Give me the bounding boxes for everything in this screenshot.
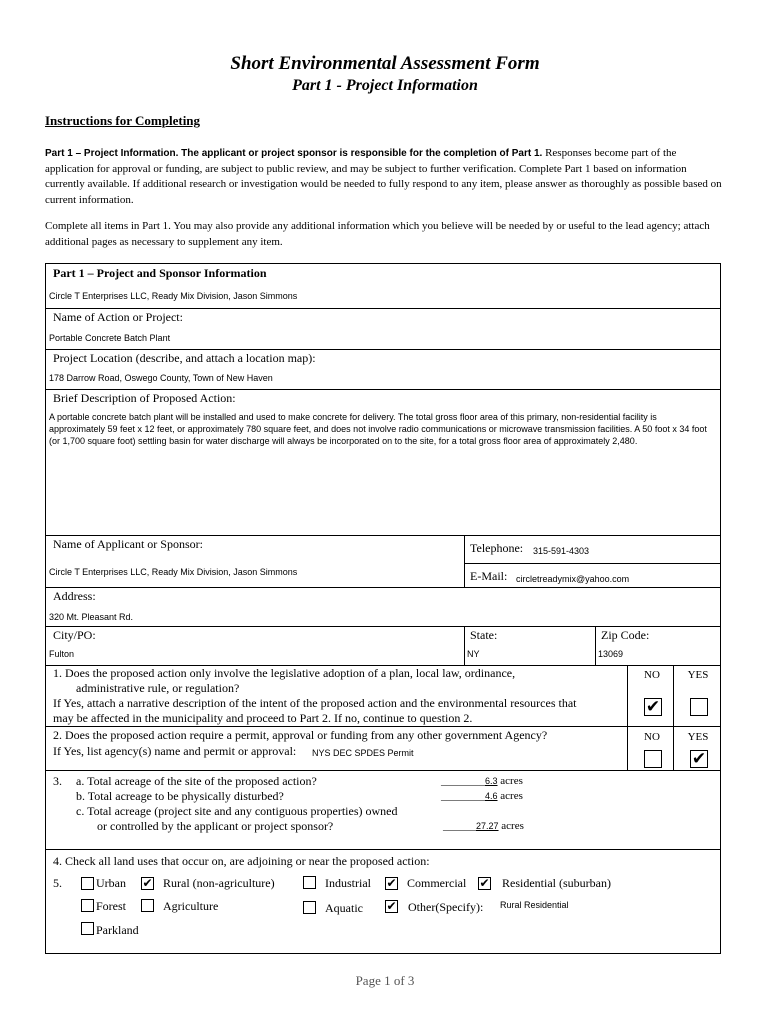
q3c-value: 27.27: [476, 821, 499, 831]
name-of-action-field[interactable]: Portable Concrete Batch Plant: [49, 333, 171, 343]
applicant-label: Name of Applicant or Sponsor:: [53, 537, 203, 551]
telephone-label: Telephone:: [470, 541, 524, 555]
state-label: State:: [470, 628, 498, 642]
zip-field[interactable]: 13069: [598, 649, 624, 659]
aquatic-checkbox[interactable]: [303, 901, 316, 914]
applicant-field[interactable]: Circle T Enterprises LLC, Ready Mix Division, Jason Simmons: [49, 567, 298, 577]
page-footer: Page 1 of 3: [355, 973, 415, 988]
q3a-acreage[interactable]: [441, 775, 523, 787]
instructions-paragraph-1: [45, 146, 725, 208]
section-title: Part 1 – Project and Sponsor Information: [53, 266, 267, 280]
telephone-field[interactable]: 315-591-4303: [533, 546, 590, 556]
q3a-unit: acres: [497, 775, 523, 787]
instructions-body: Responses become part of the application for approval or funding, are subject to public review, and may be subject to further verification. Complete Part 1 based on information currently available. If additional research or investigation would be needed to fully respond to any item, please answer as thoroughly as possible based on current information.: [45, 147, 722, 206]
forest-label: Forest: [96, 899, 126, 913]
email-label: E-Mail:: [470, 569, 508, 583]
q3c-blank: ______: [443, 820, 476, 832]
industrial-label: Industrial: [325, 876, 371, 890]
forest-checkbox[interactable]: [81, 899, 94, 912]
q3a-value: 6.3: [485, 776, 498, 786]
q1-no-checkbox[interactable]: ✔: [645, 697, 661, 717]
q3a-blank: ________: [441, 775, 485, 787]
q2-no-checkbox[interactable]: [644, 750, 662, 768]
address-field[interactable]: 320 Mt. Pleasant Rd.: [49, 612, 134, 622]
question-3c-line-1: c. Total acreage (project site and any contiguous properties) owned: [76, 804, 398, 818]
question-3a: a. Total acreage of the site of the proposed action?: [76, 774, 317, 788]
city-label: City/PO:: [53, 628, 96, 642]
form-subtitle: Part 1 - Project Information: [292, 77, 478, 94]
description-field[interactable]: A portable concrete batch plant will be installed and used to make concrete for delivery. The total gross floor area of this primary, non-residential facility is approximately 59 feet x 12 feet, or approximately 780 square feet, and does not involve radio communications or microwave transmission facilities. A 50 foot x 34 foot (or 1,700 square foot) settling basin for water discharge will always be incorporated on to the site, for a total gross floor area of approximately 2,480.: [49, 412, 707, 446]
form-title: Short Environmental Assessment Form: [230, 53, 540, 74]
question-3b: b. Total acreage to be physically disturbed?: [76, 789, 284, 803]
address-label: Address:: [53, 589, 96, 603]
residential-checkbox[interactable]: ✔: [479, 876, 490, 890]
q3c-unit: acres: [498, 820, 524, 832]
question-1-line-2: administrative rule, or regulation?: [76, 681, 240, 695]
instructions-heading: Instructions for Completing: [45, 113, 201, 128]
zip-label: Zip Code:: [601, 628, 650, 642]
other-checkbox[interactable]: ✔: [386, 899, 397, 913]
commercial-checkbox[interactable]: ✔: [386, 876, 397, 890]
q2-yes-checkbox[interactable]: ✔: [691, 749, 707, 769]
agriculture-checkbox[interactable]: [141, 899, 154, 912]
q3b-value: 4.6: [485, 791, 498, 801]
q2-no-label: NO: [644, 731, 660, 743]
question-1-line-4: may be affected in the municipality and proceed to Part 2. If no, continue to question 2.: [53, 711, 473, 725]
project-information-form: [45, 263, 721, 954]
parkland-checkbox[interactable]: [81, 922, 94, 935]
industrial-checkbox[interactable]: [303, 876, 316, 889]
q1-no-label: NO: [644, 669, 660, 681]
commercial-label: Commercial: [407, 876, 467, 890]
sponsor-line: Circle T Enterprises LLC, Ready Mix Division, Jason Simmons: [49, 291, 298, 301]
aquatic-label: Aquatic: [325, 901, 363, 915]
question-5-number: 5.: [53, 876, 62, 890]
rural-label: Rural (non-agriculture): [163, 876, 275, 890]
question-4: 4. Check all land uses that occur on, are adjoining or near the proposed action:: [53, 854, 430, 868]
question-2-line-2: If Yes, list agency(s) name and permit or approval:: [53, 744, 297, 758]
instructions-lead: Part 1 – Project Information. The applicant or project sponsor is responsible for the completion of Part 1.: [45, 148, 543, 159]
residential-label: Residential (suburban): [502, 876, 611, 890]
q3b-unit: acres: [497, 790, 523, 802]
city-field[interactable]: Fulton: [49, 649, 75, 659]
other-specify-field[interactable]: Rural Residential: [500, 900, 569, 910]
question-1-line-3: If Yes, attach a narrative description of the intent of the proposed action and the environmental resources that: [53, 696, 577, 710]
project-location-field[interactable]: 178 Darrow Road, Oswego County, Town of New Haven: [49, 373, 273, 383]
question-1-line-1: 1. Does the proposed action only involve the legislative adoption of a plan, local law, ordinance,: [53, 666, 516, 680]
q3c-acreage[interactable]: [443, 820, 524, 832]
q1-yes-checkbox[interactable]: [690, 698, 708, 716]
q2-agency-field[interactable]: NYS DEC SPDES Permit: [312, 748, 414, 758]
instructions-paragraph-2: Complete all items in Part 1. You may also provide any additional information which you believe will be needed by or useful to the lead agency; attach additional pages as necessary to supplement any item.: [45, 220, 710, 248]
project-location-label: Project Location (describe, and attach a location map):: [53, 351, 316, 365]
q1-yes-label: YES: [687, 669, 709, 681]
description-label: Brief Description of Proposed Action:: [53, 391, 236, 405]
question-3-number: 3.: [53, 774, 62, 788]
rural-checkbox[interactable]: ✔: [142, 876, 153, 890]
question-2-line-1: 2. Does the proposed action require a permit, approval or funding from any other government Agency?: [53, 728, 548, 742]
other-label: Other(Specify):: [408, 900, 484, 914]
question-3c-line-2: or controlled by the applicant or project sponsor?: [97, 819, 334, 833]
q3b-acreage[interactable]: [441, 790, 523, 802]
q2-yes-label: YES: [687, 731, 709, 743]
urban-label: Urban: [96, 876, 126, 890]
parkland-label: Parkland: [96, 923, 139, 937]
state-field[interactable]: NY: [467, 649, 480, 659]
q3b-blank: ________: [441, 790, 485, 802]
email-field[interactable]: circletreadymix@yahoo.com: [516, 574, 630, 584]
urban-checkbox[interactable]: [81, 877, 94, 890]
name-of-action-label: Name of Action or Project:: [53, 310, 183, 324]
agriculture-label: Agriculture: [163, 899, 219, 913]
